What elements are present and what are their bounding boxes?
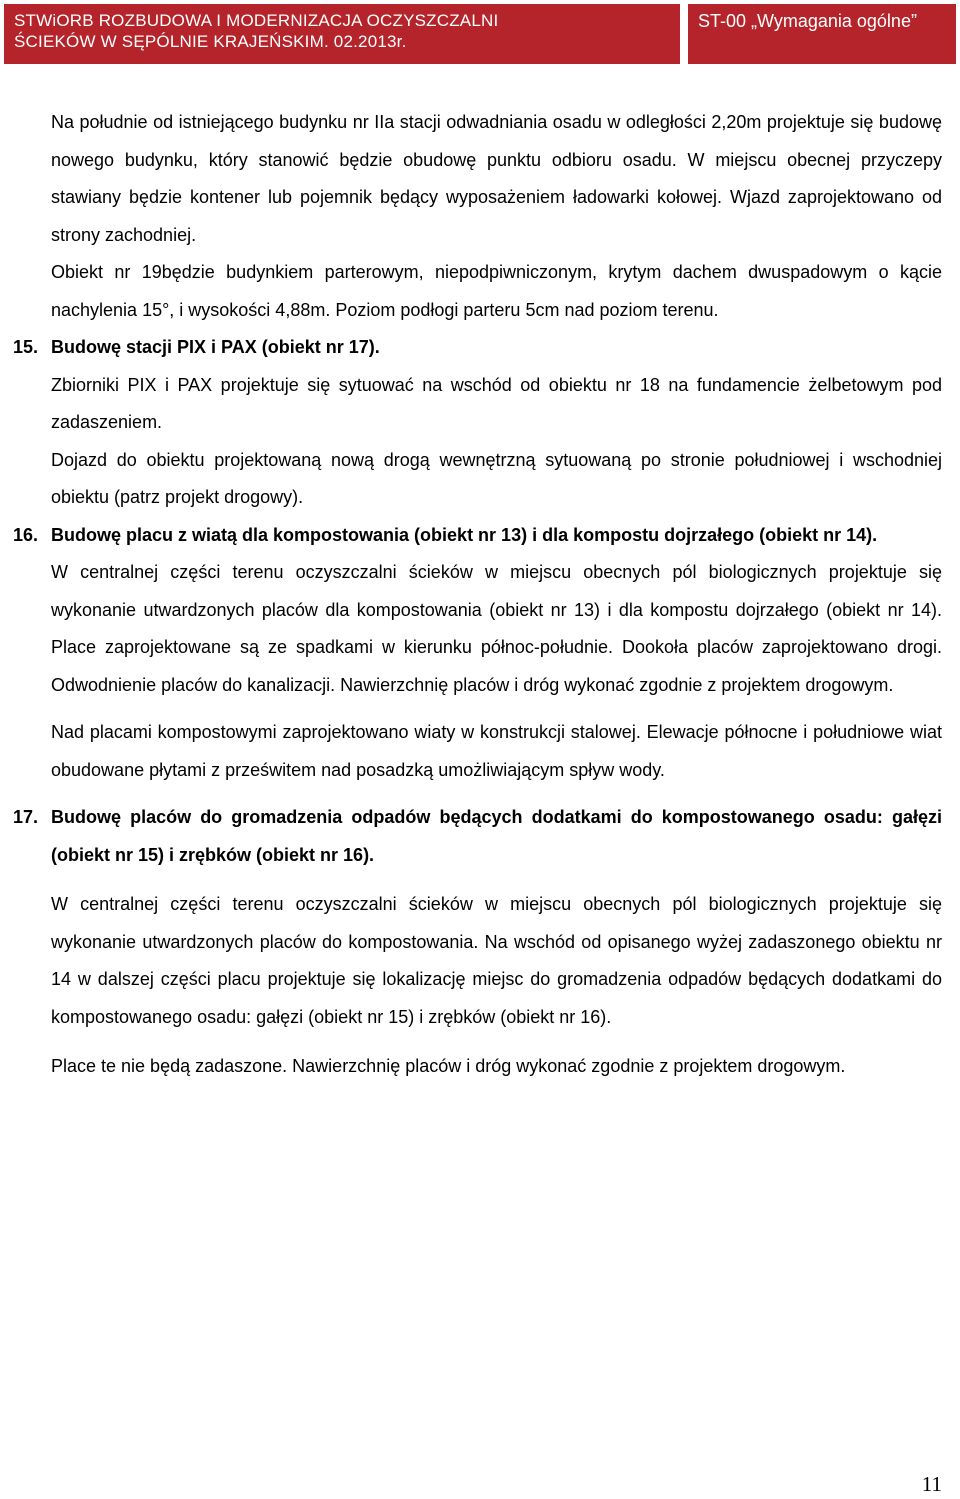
section-number: 17.	[13, 807, 39, 827]
section-title: Budowę placu z wiatą dla kompostowania (obiekt nr 13) i dla kompostu dojrzałego (obiekt nr 14).	[51, 524, 878, 545]
paragraph: Place te nie będą zadaszone. Nawierzchnię placów i dróg wykonać zgodnie z projektem drogowym.	[51, 1056, 846, 1076]
page-header	[4, 4, 956, 64]
section-heading-17	[13, 799, 942, 874]
paragraph: W centralnej części terenu oczyszczalni ścieków w miejscu obecnych pól biologicznych projektuje się wykonanie utwardzonych placów dla kompostowania (obiekt nr 13) i dla kompostu dojrzałego (obiekt nr 14). Place zaprojektowane są ze spadkami w kierunku północ-południe. Dookoła placów zaprojektowano drogi. Odwodnienie placów do kanalizacji. Nawierzchnię placów i dróg wykonać zgodnie z projektem drogowym.	[51, 562, 942, 695]
section-heading-15	[13, 329, 942, 367]
section-title: Budowę stacji PIX i PAX (obiekt nr 17).	[51, 337, 380, 357]
section-number: 16.	[13, 524, 39, 545]
section-heading-16	[13, 517, 942, 555]
header-section-code: ST-00 „Wymagania ogólne”	[688, 4, 956, 64]
paragraph: Zbiorniki PIX i PAX projektuje się sytuować na wschód od obiektu nr 18 na fundamencie żelbetowym pod zadaszeniem.	[51, 374, 942, 432]
header-document-title	[4, 4, 680, 64]
paragraph: Dojazd do obiektu projektowaną nową drogą wewnętrzną sytuowaną po stronie południowej i wschodniej obiektu (patrz projekt drogowy).	[51, 449, 942, 507]
page-number: 11	[921, 1472, 942, 1496]
header-title-line-2: ŚCIEKÓW W SĘPÓLNIE KRAJEŃSKIM. 02.2013r.	[14, 32, 407, 51]
header-divider	[680, 4, 688, 64]
paragraph: W centralnej części terenu oczyszczalni ścieków w miejscu obecnych pól biologicznych projektuje się wykonanie utwardzonych placów do kompostowania. Na wschód od opisanego wyżej zadaszonego obiektu nr 14 w dalszej części placu projektuje się lokalizację miejsc do gromadzenia odpadów będących dodatkami do kompostowanego osadu: gałęzi (obiekt nr 15) i zrębków (obiekt nr 16).	[51, 894, 942, 1027]
paragraph: Na południe od istniejącego budynku nr IIa stacji odwadniania osadu w odległości 2,20m projektuje się budowę nowego budynku, który stanowić będzie obudowę punktu odbioru osadu. W miejscu obecnej przyczepy stawiany będzie kontener lub pojemnik będący wyposażeniem ładowarki kołowej. Wjazd zaprojektowano od strony zachodniej.	[51, 112, 942, 245]
paragraph: Obiekt nr 19będzie budynkiem parterowym, niepodpiwniczonym, krytym dachem dwuspadowym o kącie nachylenia 15°, i wysokości 4,88m. Poziom podłogi parteru 5cm nad poziom terenu.	[51, 262, 942, 320]
section-title: Budowę placów do gromadzenia odpadów będących dodatkami do kompostowanego osadu: gałęzi (obiekt nr 15) i zrębków (obiekt nr 16).	[51, 807, 942, 865]
header-title-line-1: STWiORB ROZBUDOWA I MODERNIZACJA OCZYSZCZALNI	[14, 11, 499, 30]
paragraph: Nad placami kompostowymi zaprojektowano wiaty w konstrukcji stalowej. Elewacje północne i południowe wiat obudowane płytami z prześwitem nad posadzką umożliwiającym spływ wody.	[51, 722, 942, 780]
document-body	[13, 104, 942, 1086]
section-number: 15.	[13, 337, 39, 357]
